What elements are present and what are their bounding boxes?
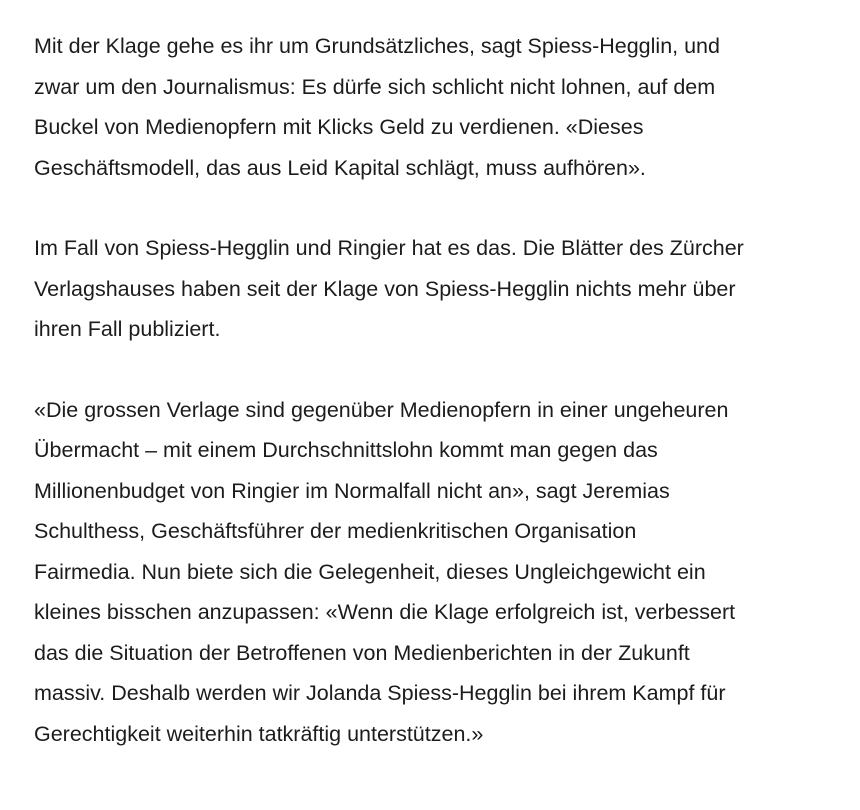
paragraph-line: das die Situation der Betroffenen von Medienberichten in der Zukunft xyxy=(34,640,690,665)
paragraph-line: massiv. Deshalb werden wir Jolanda Spiess-Hegglin bei ihrem Kampf für xyxy=(34,681,726,705)
paragraph-line: kleines bisschen anzupassen: «Wenn die Klage erfolgreich ist, verbessert xyxy=(34,600,736,624)
paragraph-line: Im Fall von Spiess-Hegglin und Ringier hat es das. Die Blätter des Zürcher xyxy=(34,236,744,260)
paragraph-2 xyxy=(34,228,834,350)
paragraph-1 xyxy=(34,26,834,188)
paragraph-line: Buckel von Medienopfern mit Klicks Geld zu verdienen. «Dieses xyxy=(34,115,644,139)
paragraph-line: Geschäftsmodell, das aus Leid Kapital schlägt, muss aufhören». xyxy=(34,155,646,180)
paragraph-3-quote xyxy=(34,390,834,755)
paragraph-line: zwar um den Journalismus: Es dürfe sich schlicht nicht lohnen, auf dem xyxy=(34,74,716,99)
paragraph-line: Verlagshauses haben seit der Klage von Spiess-Hegglin nichts mehr über xyxy=(34,276,736,301)
paragraph-line: Schulthess, Geschäftsführer der medienkritischen Organisation xyxy=(34,519,637,543)
paragraph-line: Millionenbudget von Ringier im Normalfall nicht an», sagt Jeremias xyxy=(34,478,670,503)
article-body xyxy=(34,26,834,754)
paragraph-line: Mit der Klage gehe es ihr um Grundsätzliches, sagt Spiess-Hegglin, und xyxy=(34,34,720,58)
paragraph-line: Fairmedia. Nun biete sich die Gelegenheit, dieses Ungleichgewicht ein xyxy=(34,559,706,584)
paragraph-line: Gerechtigkeit weiterhin tatkräftig unterstützen.» xyxy=(34,721,484,746)
paragraph-line: Übermacht – mit einem Durchschnittslohn kommt man gegen das xyxy=(34,438,658,462)
paragraph-line: «Die grossen Verlage sind gegenüber Medienopfern in einer ungeheuren xyxy=(34,397,729,422)
paragraph-line: ihren Fall publiziert. xyxy=(34,317,221,341)
